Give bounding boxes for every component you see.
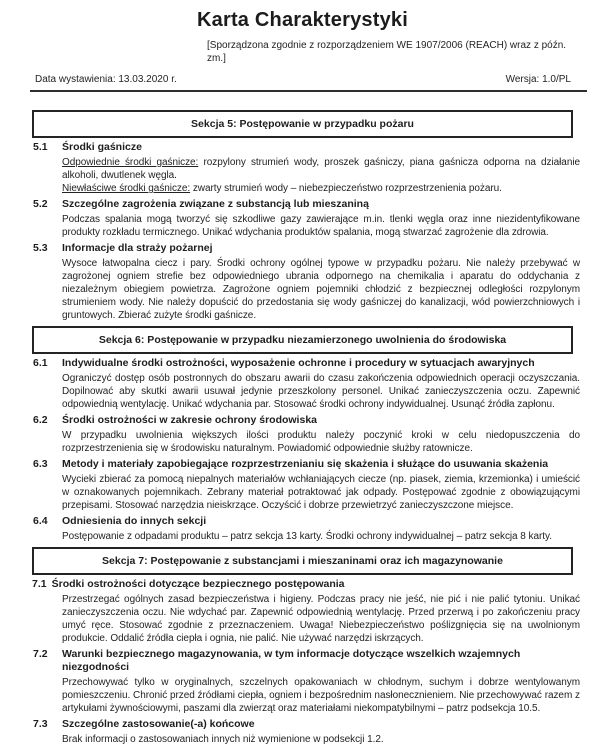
subsection-title: Indywidualne środki ostrożności, wyposażenie ochronne i procedury w sytuacjach awaryjnych [62,357,535,369]
paragraph [62,156,580,182]
subsection-number: 6.4 [33,515,48,527]
section-6-title: Sekcja 6: Postępowanie w przypadku niezamierzonego uwolnienia do środowiska [98,334,507,346]
subsection-title: Odniesienia do innych sekcji [62,515,207,527]
subsection-title: Środki ostrożności dotyczące bezpiecznego postępowania [51,578,345,590]
subsection-number: 5.1 [33,141,48,153]
subsection-title: Informacje dla straży pożarnej [62,242,213,254]
underlined-term: Odpowiednie środki gaśnicze: [62,157,199,168]
version-label: Wersja: 1.0/PL [505,74,571,85]
subsection-title: Środki gaśnicze [62,141,142,153]
meta-row [35,74,571,85]
subsection-6-2-heading [0,414,605,427]
subsection-6-1-heading [0,357,605,370]
subsection-6-3-heading [0,458,605,471]
paragraph: W przypadku uwolnienia większych ilości produktu należy poczynić kroki w celu niedopuszczenia do rozprzestrzenienia się w środowisku naturalnym. Powiadomić odpowiednie służby ratownicze. [62,430,580,454]
header-divider [30,90,587,92]
paragraph-text: zwarty strumień wody – niebezpieczeństwo rozprzestrzenienia pożaru. [192,183,502,194]
section-7-header [32,547,573,575]
section-7-title: Sekcja 7: Postępowanie z substancjami i mieszaninami oraz ich magazynowanie [102,555,503,567]
subsection-number: 7.1 [32,578,47,590]
subsection-6-4 [0,515,605,543]
section-6-header [32,326,573,354]
subsection-6-2 [0,414,605,455]
subsection-5-2 [0,198,605,239]
section-5-title: Sekcja 5: Postępowanie w przypadku pożaru [191,118,414,130]
paragraph: Wysoce łatwopalna ciecz i pary. Środki ochrony ogólnej typowe w przypadku pożaru. Nie należy przebywać w zagrożonej ogniem strefie bez odpowiedniego ubrania odpornego na chemikalia i aparatu do oddychania z niezależnym obiegiem powietrza. Zagrożone ogniem pojemniki chłodzić z bezpiecznej odległości rozpylonym strumieniem wody. Nie należy dopuścić do przedostania się wody gaśniczej do kanalizacji, wód powierzchniowych i gruntowych. Zbierać zużyte środki gaśnicze. [62,258,580,321]
document-subtitle: [Sporządzona zgodnie z rozporządzeniem WE 1907/2006 (REACH) wraz z późn. zm.] [207,40,567,64]
subsection-title: Środki ostrożności w zakresie ochrony środowiska [62,414,317,426]
subsection-number: 6.1 [33,357,48,369]
subsection-5-2-heading [0,198,605,211]
subsection-title: Warunki bezpiecznego magazynowania, w tym informacje dotyczące wszelkich wzajemnych niezgodności [62,648,521,673]
subsection-title: Metody i materiały zapobiegające rozprzestrzenianiu się skażenia i służące do usuwania skażenia [62,458,549,470]
paragraph: Postępowanie z odpadami produktu – patrz sekcja 13 karty. Środki ochrony indywidualnej – patrz sekcja 8 karty. [62,531,552,542]
paragraph: Podczas spalania mogą tworzyć się szkodliwe gazy zawierające m.in. tlenki węgla oraz inne niezidentyfikowane produkty rozkładu termicznego. Unikać wdychania produktów spalania, mogą stwarzać zagrożenie dla zdrowia. [62,214,580,238]
paragraph-text: rozpylony strumień wody, proszek gaśniczy, piana gaśnicza odporna na działanie alkoholi, dwutlenek węgla. [62,157,581,181]
subsection-7-3-heading [0,718,605,731]
subsection-title: Szczególne zagrożenia związane z substancją lub mieszaniną [62,198,369,210]
subsection-number: 5.3 [33,242,48,254]
subsection-7-2-heading [0,648,605,674]
subsection-title: Szczególne zastosowanie(-a) końcowe [62,718,255,730]
subsection-6-3 [0,458,605,512]
subsection-7-3 [0,718,605,746]
document-title: Karta Charakterystyki [197,9,408,31]
subsection-5-1 [0,141,605,195]
subsection-number: 6.2 [33,414,48,426]
subsection-5-1-heading [0,141,605,154]
issue-date: Data wystawienia: 13.03.2020 r. [35,74,177,85]
subsection-number: 7.2 [33,648,48,660]
underlined-term: Niewłaściwe środki gaśnicze: [62,183,191,194]
paragraph: Przechowywać tylko w oryginalnych, szczelnych opakowaniach w chłodnym, suchym i dobrze wentylowanym pomieszczeniu. Chronić przed źródłami ciepła, ogniem i bezpośrednim nasłonecznieniem. Nie przechowywać razem z artykułami żywnościowymi, paszami dla zwierząt oraz materiałami niekompatybilnymi – patrz podsekcja 10.5. [62,677,580,714]
subsection-5-3 [0,242,605,322]
paragraph: Ograniczyć dostęp osób postronnych do obszaru awarii do czasu zakończenia odpowiednich operacji oczyszczania. Dopilnować aby skutki awarii usuwał jedynie przeszkolony personel. Unikać zanieczyszczenia oczu. Zapewnić odpowiednią wentylację. Unikać wdychania par. Stosować środki ochrony indywidualnej. Usunąć źródła zapłonu. [62,373,580,410]
subsection-5-3-heading [0,242,605,255]
subsection-number: 5.2 [33,198,48,210]
subsection-7-1-heading [0,578,605,591]
subsection-7-2 [0,648,605,715]
subsection-7-1 [0,578,605,645]
subsection-6-4-heading [0,515,605,528]
paragraph [62,182,580,195]
subsection-number: 7.3 [33,718,48,730]
subsection-number: 6.3 [33,458,48,470]
paragraph: Przestrzegać ogólnych zasad bezpieczeństwa i higieny. Podczas pracy nie jeść, nie pić i nie palić tytoniu. Unikać zanieczyszczenia oczu. Nie wdychać par. Zapewnić odpowiednią wentylację. Przed przerwą i po zakończeniu pracy umyć ręce. Stosować zgodnie z przeznaczeniem. Uwaga! Niebezpieczeństwo poślizgnięcia się na uwolnionym produkcie. Oddalić źródła ciepła i ognia, nie palić. Nie używać narzędzi iskrzących. [62,594,580,644]
section-5-header [32,110,573,138]
subsection-6-1 [0,357,605,411]
paragraph: Brak informacji o zastosowaniach innych niż wymienione w podsekcji 1.2. [62,734,384,745]
paragraph: Wycieki zbierać za pomocą niepalnych materiałów wchłaniających ciecze (np. piasek, ziemia, krzemionka) i umieścić w oznakowanych pojemnikach. Zebrany materiał potraktować jak odpady. Postępować zgodnie z obowiązującymi przepisami. Stosować narzędzia nieiskrzące. Oczyścić i dobrze przewietrzyć zanieczyszczone miejsce. [62,474,580,511]
